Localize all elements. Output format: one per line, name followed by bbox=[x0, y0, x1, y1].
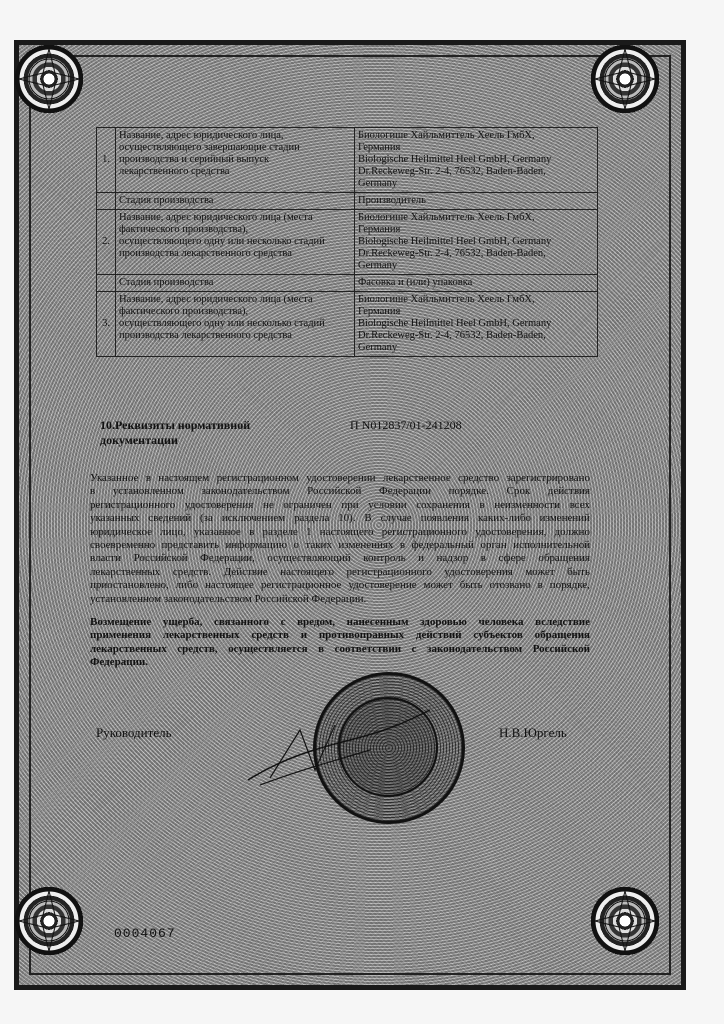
cell-line: производства и серийный выпуск bbox=[119, 154, 270, 165]
cell-line: Biologische Heilmittel Heel GmbH, Germany bbox=[358, 236, 552, 247]
paragraph-line: лекарственных средств, осуществляется в соответствии с законодательством Российской bbox=[90, 642, 590, 655]
row-number bbox=[97, 275, 116, 292]
cell-line: Биологише Хайльмиттель Хеель ГмбХ, bbox=[358, 130, 535, 141]
field-label-cell bbox=[116, 275, 355, 292]
paragraph-line: Указанное в настоящем регистрационном удостоверении лекарственное средство зарегистрировано bbox=[90, 472, 590, 484]
cell-line: фактического производства), bbox=[119, 224, 249, 235]
paragraph-line: установленном законодательством Российской Федерации. bbox=[90, 592, 367, 605]
row-number: 2. bbox=[97, 210, 116, 275]
paragraph-line: своевременно представить информацию о таких изменениях в федеральный орган исполнительной bbox=[90, 539, 590, 552]
cell-line: Стадия производства bbox=[119, 195, 214, 206]
cell-line: Германия bbox=[358, 306, 401, 317]
cell-line: Название, адрес юридического лица (места bbox=[119, 212, 313, 223]
cell-line: Название, адрес юридического лица, bbox=[119, 130, 284, 141]
section-10-title-line: документации bbox=[100, 433, 178, 447]
field-label-cell bbox=[116, 193, 355, 210]
cell-line: Germany bbox=[358, 342, 398, 353]
cell-line: лекарственного средства bbox=[119, 166, 230, 177]
section-10-title-line: 10.Реквизиты нормативной bbox=[100, 418, 251, 432]
cell-line: Производитель bbox=[358, 195, 426, 206]
paragraph-line: лекарственных средств. Действие настоящего регистрационного удостоверения может быть bbox=[90, 565, 590, 578]
cell-line: фактического производства), bbox=[119, 306, 249, 317]
paragraph-line: власти Российской Федерации, осуществляющий контроль и надзор в сфере обращения bbox=[90, 552, 590, 565]
table-row bbox=[97, 292, 598, 357]
official-seal bbox=[313, 672, 465, 824]
field-label-cell bbox=[116, 292, 355, 357]
field-label-cell bbox=[116, 128, 355, 193]
paragraph-line: регистрационного удостоверения не ограничен при условии сохранения в неизменности всех bbox=[90, 498, 590, 511]
cell-line: Germany bbox=[358, 260, 398, 271]
cell-line: производства лекарственного средства bbox=[119, 248, 292, 259]
manufacturer-table bbox=[96, 127, 598, 357]
cell-line: осуществляющего одну или несколько стадий bbox=[119, 236, 325, 247]
field-value-cell bbox=[355, 128, 598, 193]
cell-line: Биологише Хайльмиттель Хеель ГмбХ, bbox=[358, 212, 535, 223]
validity-paragraph bbox=[90, 472, 590, 606]
cell-line: Название, адрес юридического лица (места bbox=[119, 294, 313, 305]
seal-emblem-icon bbox=[338, 697, 438, 797]
cell-line: Германия bbox=[358, 142, 401, 153]
corner-rosette-icon bbox=[10, 40, 88, 118]
damages-paragraph bbox=[90, 616, 590, 670]
cell-line: Стадия производства bbox=[119, 277, 214, 288]
table-row bbox=[97, 128, 598, 193]
paragraph-line: Федерации. bbox=[90, 656, 149, 669]
paragraph-line: приостановлено, либо настоящее регистрационное удостоверение может быть отозвано в порядке, bbox=[90, 579, 590, 592]
table-row bbox=[97, 210, 598, 275]
cell-line: Фасовка и (или) упаковка bbox=[358, 277, 473, 288]
paragraph-line: в установленном законодательством Российской Федерации порядке. Срок действия bbox=[90, 485, 590, 498]
cell-line: осуществляющего завершающие стадии bbox=[119, 142, 300, 153]
signatory-role: Руководитель bbox=[96, 725, 172, 740]
paragraph-line: применения лекарственных средств и противоправных действий субъектов обращения bbox=[90, 629, 590, 642]
form-serial-number: 0004067 bbox=[114, 926, 176, 941]
table-row bbox=[97, 275, 598, 292]
cell-line: Dr.Reckeweg-Str. 2-4, 76532, Baden-Baden, bbox=[358, 166, 546, 177]
cell-line: производства лекарственного средства bbox=[119, 330, 292, 341]
corner-rosette-icon bbox=[10, 882, 88, 960]
cell-line: Dr.Reckeweg-Str. 2-4, 76532, Baden-Baden, bbox=[358, 248, 546, 259]
table-row bbox=[97, 193, 598, 210]
cell-line: Dr.Reckeweg-Str. 2-4, 76532, Baden-Baden, bbox=[358, 330, 546, 341]
field-label-cell bbox=[116, 210, 355, 275]
cell-line: Germany bbox=[358, 178, 398, 189]
field-value-cell bbox=[355, 193, 598, 210]
normative-doc-number: П N012837/01-241208 bbox=[350, 418, 462, 432]
paragraph-line: юридическое лицо, указанное в разделе 1 настоящего регистрационного удостоверения, должно bbox=[90, 525, 590, 538]
signatory-name: Н.В.Юргель bbox=[499, 725, 567, 740]
cell-line: Biologische Heilmittel Heel GmbH, Germany bbox=[358, 154, 552, 165]
corner-rosette-icon bbox=[586, 40, 664, 118]
row-number: 3. bbox=[97, 292, 116, 357]
section-10-title bbox=[100, 418, 250, 448]
cell-line: Германия bbox=[358, 224, 401, 235]
corner-rosette-icon bbox=[586, 882, 664, 960]
row-number bbox=[97, 193, 116, 210]
row-number: 1. bbox=[97, 128, 116, 193]
paragraph-line: Возмещение ущерба, связанного с вредом, нанесенным здоровью человека вследствие bbox=[90, 616, 590, 628]
field-value-cell bbox=[355, 210, 598, 275]
cell-line: Биологише Хайльмиттель Хеель ГмбХ, bbox=[358, 294, 535, 305]
paragraph-line: указанных сведений (за исключением раздела 10). В случае появления каких-либо изменений bbox=[90, 512, 590, 525]
cell-line: осуществляющего одну или несколько стадий bbox=[119, 318, 325, 329]
field-value-cell bbox=[355, 275, 598, 292]
cell-line: Biologische Heilmittel Heel GmbH, Germany bbox=[358, 318, 552, 329]
field-value-cell bbox=[355, 292, 598, 357]
